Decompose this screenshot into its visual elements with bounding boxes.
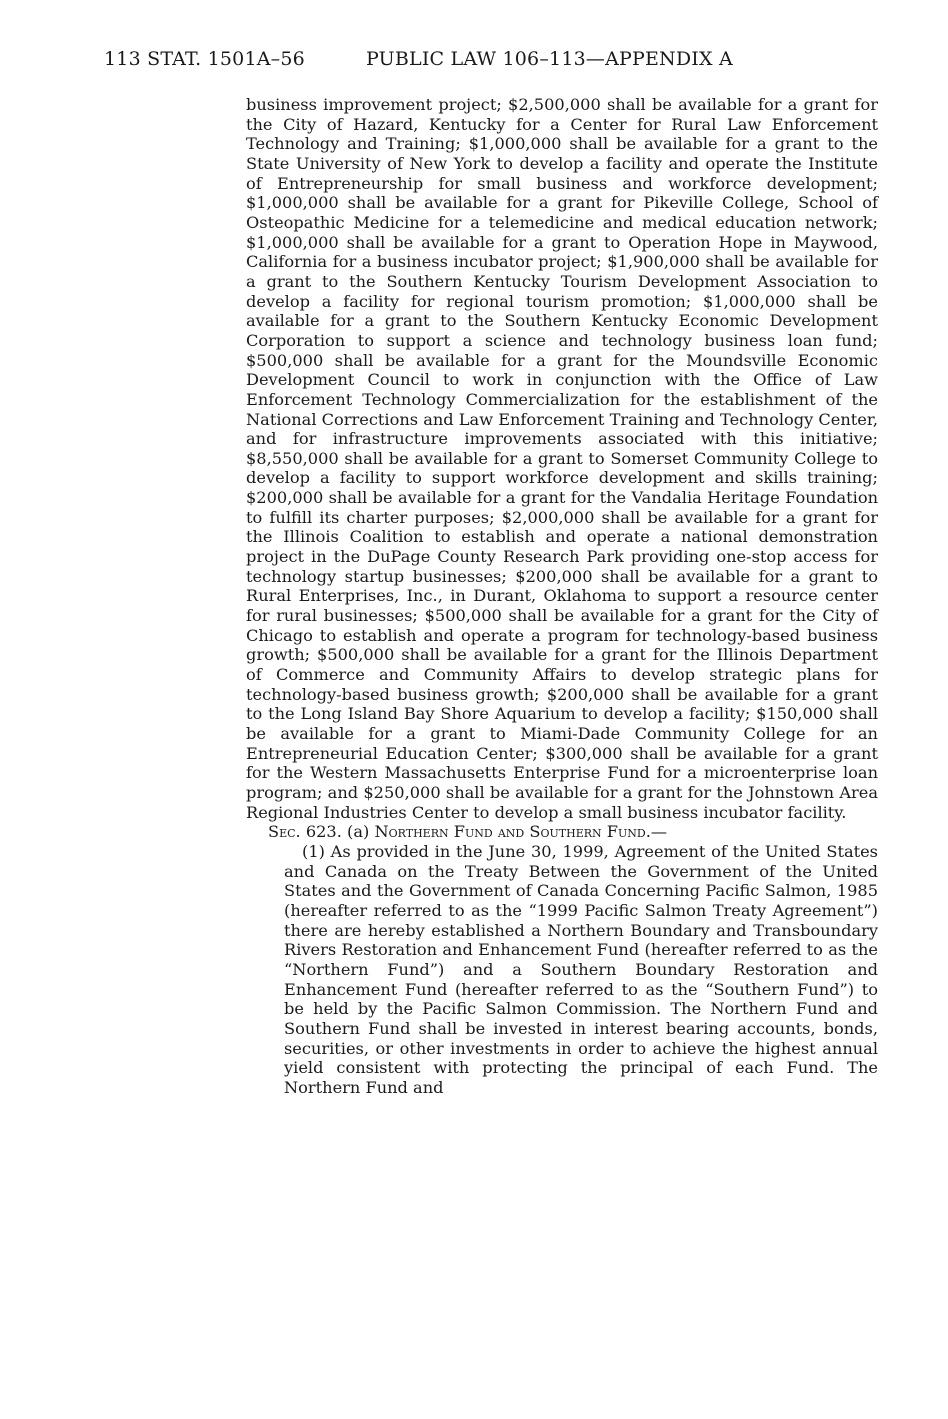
document-body xyxy=(246,95,878,1097)
subsection-label: (a) xyxy=(347,822,370,842)
section-heading-line xyxy=(246,822,878,842)
continuing-paragraph: business improvement project; $2,500,000 shall be available for a grant for the City of Hazard, Kentucky for a Center for Rural Law Enforcement Technology and Training; $1,000,000 shall be available for a grant to the State University of New York to develop a facility and operate the Institute of Entrepreneurship for small business and workforce development; $1,000,000 shall be available for a grant for Pikeville College, School of Osteopathic Medicine for a telemedicine and medical education network; $1,000,000 shall be available for a grant to Operation Hope in Maywood, California for a business incubator project; $1,900,000 shall be available for a grant to the Southern Kentucky Tourism Development Association to develop a facility for regional tourism promotion; $1,000,000 shall be available for a grant to the Southern Kentucky Economic Development Corporation to support a science and technology business loan fund; $500,000 shall be available for a grant for the Moundsville Economic Development Council to work in conjunction with the Office of Law Enforcement Technology Commercialization for the establishment of the National Corrections and Law Enforcement Training and Technology Center, and for infrastructure improvements associated with this initiative; $8,550,000 shall be available for a grant to Somerset Community College to develop a facility to support workforce development and skills training; $200,000 shall be available for a grant for the Vandalia Heritage Foundation to fulfill its charter purposes; $2,000,000 shall be available for a grant for the Illinois Coalition to establish and operate a national demonstration project in the DuPage County Research Park providing one-stop access for technology startup businesses; $200,000 shall be available for a grant to Rural Enterprises, Inc., in Durant, Oklahoma to support a resource center for rural businesses; $500,000 shall be available for a grant for the City of Chicago to establish and operate a program for technology-based business growth; $500,000 shall be available for a grant for the Illinois Department of Commerce and Community Affairs to develop strategic plans for technology-based business growth; $200,000 shall be available for a grant to the Long Island Bay Shore Aquarium to develop a facility; $150,000 shall be available for a grant to Miami-Dade Community College for an Entrepreneurial Education Center; $300,000 shall be available for a grant for the Western Massachusetts Enterprise Fund for a microenterprise loan program; and $250,000 shall be available for a grant for the Johnstown Area Regional Industries Center to develop a small business incubator facility. xyxy=(246,95,878,822)
running-header xyxy=(104,48,864,70)
subparagraph-1: (1) As provided in the June 30, 1999, Agreement of the United States and Canada on the Treaty Between the Government of the United States and the Government of Canada Concerning Pacific Salmon, 1985 (hereafter referred to as the “1999 Pacific Salmon Treaty Agreement”) there are hereby established a Northern Boundary and Transboundary Rivers Restoration and Enhancement Fund (hereafter referred to as the “Northern Fund”) and a Southern Boundary Restoration and Enhancement Fund (hereafter referred to as the “Southern Fund”) to be held by the Pacific Salmon Commission. The Northern Fund and Southern Fund shall be invested in interest bearing accounts, bonds, securities, or other investments in order to achieve the highest annual yield consistent with protecting the principal of each Fund. The Northern Fund and xyxy=(284,841,878,1097)
section-number: Sec. 623. xyxy=(268,822,342,842)
statute-citation: 113 STAT. 1501A–56 xyxy=(104,48,305,70)
public-law-title: PUBLIC LAW 106–113—APPENDIX A xyxy=(366,48,733,70)
section-heading: Northern Fund and Southern Fund.— xyxy=(374,822,668,842)
